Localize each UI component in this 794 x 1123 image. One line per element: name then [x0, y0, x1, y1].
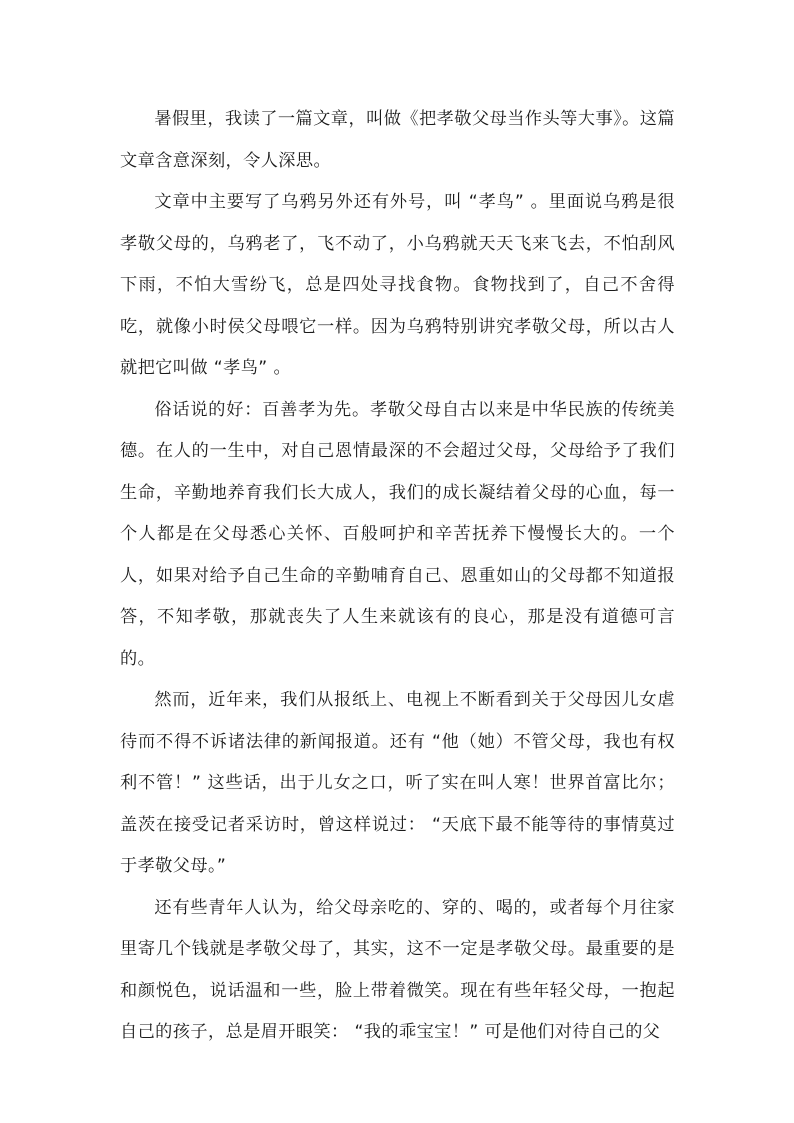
paragraph-2: 文章中主要写了乌鸦另外还有外号，叫 “孝鸟” 。里面说乌鸦是很孝敬父母的，乌鸦老了，飞不动了，小乌鸦就天天飞来飞去，不怕刮风下雨，不怕大雪纷飞，总是四处寻找食物。食物找到了，自己不舍得吃，就像小时侯父母喂它一样。因为乌鸦特别讲究孝敬父母，所以古人就把它叫做 “孝鸟” 。 [120, 192, 675, 378]
paragraph-5: 还有些青年人认为，给父母亲吃的、穿的、喝的，或者每个月往家里寄几个钱就是孝敬父母了，其实，这不一定是孝敬父母。最重要的是和颜悦色，说话温和一些，脸上带着微笑。现在有些年轻父母，一抱起自己的孩子，总是眉开眼笑： “我的乖宝宝！” 可是他们对待自己的父 [120, 897, 675, 1042]
paragraph-1: 暑假里，我读了一篇文章，叫做《把孝敬父母当作头等大事》。这篇文章含意深刻，令人深思。 [120, 109, 675, 171]
paragraph-4: 然而，近年来，我们从报纸上、电视上不断看到关于父母因儿女虐待而不得不诉诸法律的新闻报道。还有 “他（她）不管父母，我也有权利不管！” 这些话，出于儿女之口，听了实在叫人寒！世界首富比尔；盖茨在接受记者采访时，曾这样说过： “天底下最不能等待的事情莫过于孝敬父母。” [120, 690, 675, 876]
paragraph-3: 俗话说的好：百善孝为先。孝敬父母自古以来是中华民族的传统美德。在人的一生中，对自己恩情最深的不会超过父母，父母给予了我们生命，辛勤地养育我们长大成人，我们的成长凝结着父母的心血，每一个人都是在父母悉心关怀、百般呵护和辛苦抚养下慢慢长大的。一个人，如果对给予自己生命的辛勤哺育自己、恩重如山的父母都不知道报答，不知孝敬，那就丧失了人生来就该有的良心，那是没有道德可言的。 [120, 399, 675, 669]
essay-body [120, 99, 675, 1054]
